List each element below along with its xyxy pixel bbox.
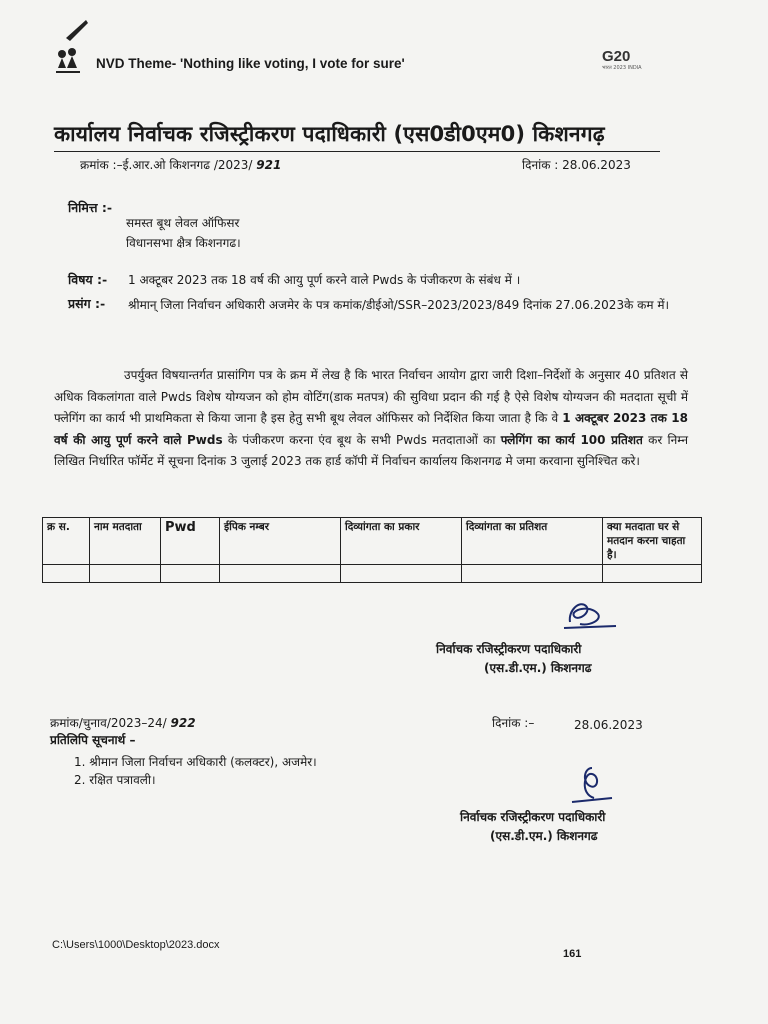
- body-text-part-2: के पंजीकरण करना एंव बूथ के सभी Pwds मतदाताओं का: [227, 432, 496, 447]
- address-line-2: विधानसभा क्षैत्र किशनगढ।: [126, 236, 241, 250]
- title-underline: [54, 151, 660, 152]
- file-path: C:\Users\1000\Desktop\2023.docx: [52, 939, 220, 951]
- nimitt-label: निमित्त :-: [68, 200, 113, 215]
- copy-date-value: 28.06.2023: [574, 718, 643, 732]
- body-paragraph: [54, 365, 688, 473]
- page-number: 161: [563, 948, 582, 960]
- copy-reference: [50, 714, 196, 731]
- address-line-1: समस्त बूथ लेवल ऑफिसर: [126, 216, 240, 230]
- body-bold-part-1: 1 अक्टूबर 2023 तक 18 वर्ष की आयु पूर्ण करने वाले Pwds: [54, 411, 688, 447]
- g20-logo: [602, 48, 650, 92]
- office-title: कार्यालय निर्वाचक रजिस्ट्रीकरण पदाधिकारी (एस0डी0एम0) किशनगढ़: [54, 122, 605, 146]
- table-header-epic: ईपिक नम्बर: [220, 518, 341, 565]
- table-header-row: [43, 518, 702, 565]
- letter-reference-prefix: क्रमांक :–ई.आर.ओ किशनगढ /2023/: [80, 158, 253, 172]
- signature-1-designation: निर्वाचक रजिस्ट्रीकरण पदाधिकारी: [436, 642, 582, 656]
- g20-logo-text: G20: [602, 48, 631, 65]
- body-text-part-1: उपर्युक्त विषयान्तर्गत प्रासांगिग पत्र के क्रम में लेख है कि भारत निर्वाचन आयोग द्वारा जारी दिशा–निर्देशों के अनुसार 40 प्रतिशत से अधिक विकलांगता वाले Pwds विशेष योग्यजन को होम वोटिंग(डाक मतपत्र) की सुविधा प्रदान की गई है ऐसे विशेष योग्यजन की मतदाता सूची में फ्लेगिंग का कार्य भी प्राथमिकता से किया जाना है इस हेतु सभी बूथ लेवल ऑफिसर को निर्देशित किया जाता है कि वे: [54, 368, 688, 425]
- subject-text: 1 अक्टूबर 2023 तक 18 वर्ष की आयु पूर्ण करने वाले Pwds के पंजीकरण के संबंध में ।: [128, 273, 521, 287]
- signature-2-icon: [570, 764, 614, 808]
- letter-date: दिनांक : 28.06.2023: [522, 158, 631, 172]
- body-bold-part-2: फ्लेगिंग का कार्य 100 प्रतिशत: [500, 432, 643, 447]
- subject-label: विषय :-: [68, 272, 108, 287]
- nvd-theme-text: NVD Theme- 'Nothing like voting, I vote for sure': [96, 56, 405, 71]
- body-text-part-3: कर निम्न लिखित निर्धारित फॉर्मेट में सूचना दिनांक 3 जुलाई 2023 तक हार्ड कॉपी में निर्वाचन कार्यालय किशनगढ मे जमा करवाना सुनिश्चित करे।: [54, 432, 688, 468]
- table-header-pwd: Pwd: [161, 518, 220, 565]
- signature-1-office: (एस.डी.एम.) किशनगढ: [484, 661, 592, 675]
- copy-reference-number: 922: [170, 716, 196, 730]
- signature-2-designation: निर्वाचक रजिस्ट्रीकरण पदाधिकारी: [460, 810, 606, 824]
- table-header-disability-percent: दिव्यांगता का प्रतिशत: [462, 518, 603, 565]
- table-header-home-voting: क्या मतदाता घर से मतदान करना चाहता है।: [603, 518, 702, 565]
- signature-1-icon: [560, 598, 618, 634]
- copy-heading: प्रतिलिपि सूचनार्थ –: [50, 733, 136, 747]
- letter-reference: [80, 156, 281, 173]
- election-logo-icon: [56, 20, 92, 76]
- copy-list-item: 1. श्रीमान जिला निर्वाचन अधिकारी (कलक्टर), अजमेर।: [74, 755, 317, 769]
- table-header-voter-name: नाम मतदाता: [90, 518, 161, 565]
- table-header-disability-type: दिव्यांगता का प्रकार: [341, 518, 462, 565]
- signature-2-office: (एस.डी.एम.) किशनगढ: [490, 829, 598, 843]
- copy-reference-prefix: क्रमांक/चुनाव/2023–24/: [50, 716, 167, 730]
- reference-label: प्रसंग :-: [68, 296, 106, 311]
- letter-reference-number: 921: [256, 158, 282, 172]
- pwd-format-table: [42, 517, 702, 583]
- table-row: [43, 565, 702, 583]
- copy-list-item: 2. रक्षित पत्रावली।: [74, 773, 156, 787]
- g20-logo-subtext: भारत 2023 INDIA: [602, 65, 642, 71]
- table-header-serial: क्र स.: [43, 518, 90, 565]
- reference-text: श्रीमान् जिला निर्वाचन अधिकारी अजमेर के पत्र कमांक/डीईओ/SSR–2023/2023/849 दिनांक 27.06.2023के कम में।: [128, 298, 670, 312]
- copy-date-label: दिनांक :–: [492, 716, 535, 730]
